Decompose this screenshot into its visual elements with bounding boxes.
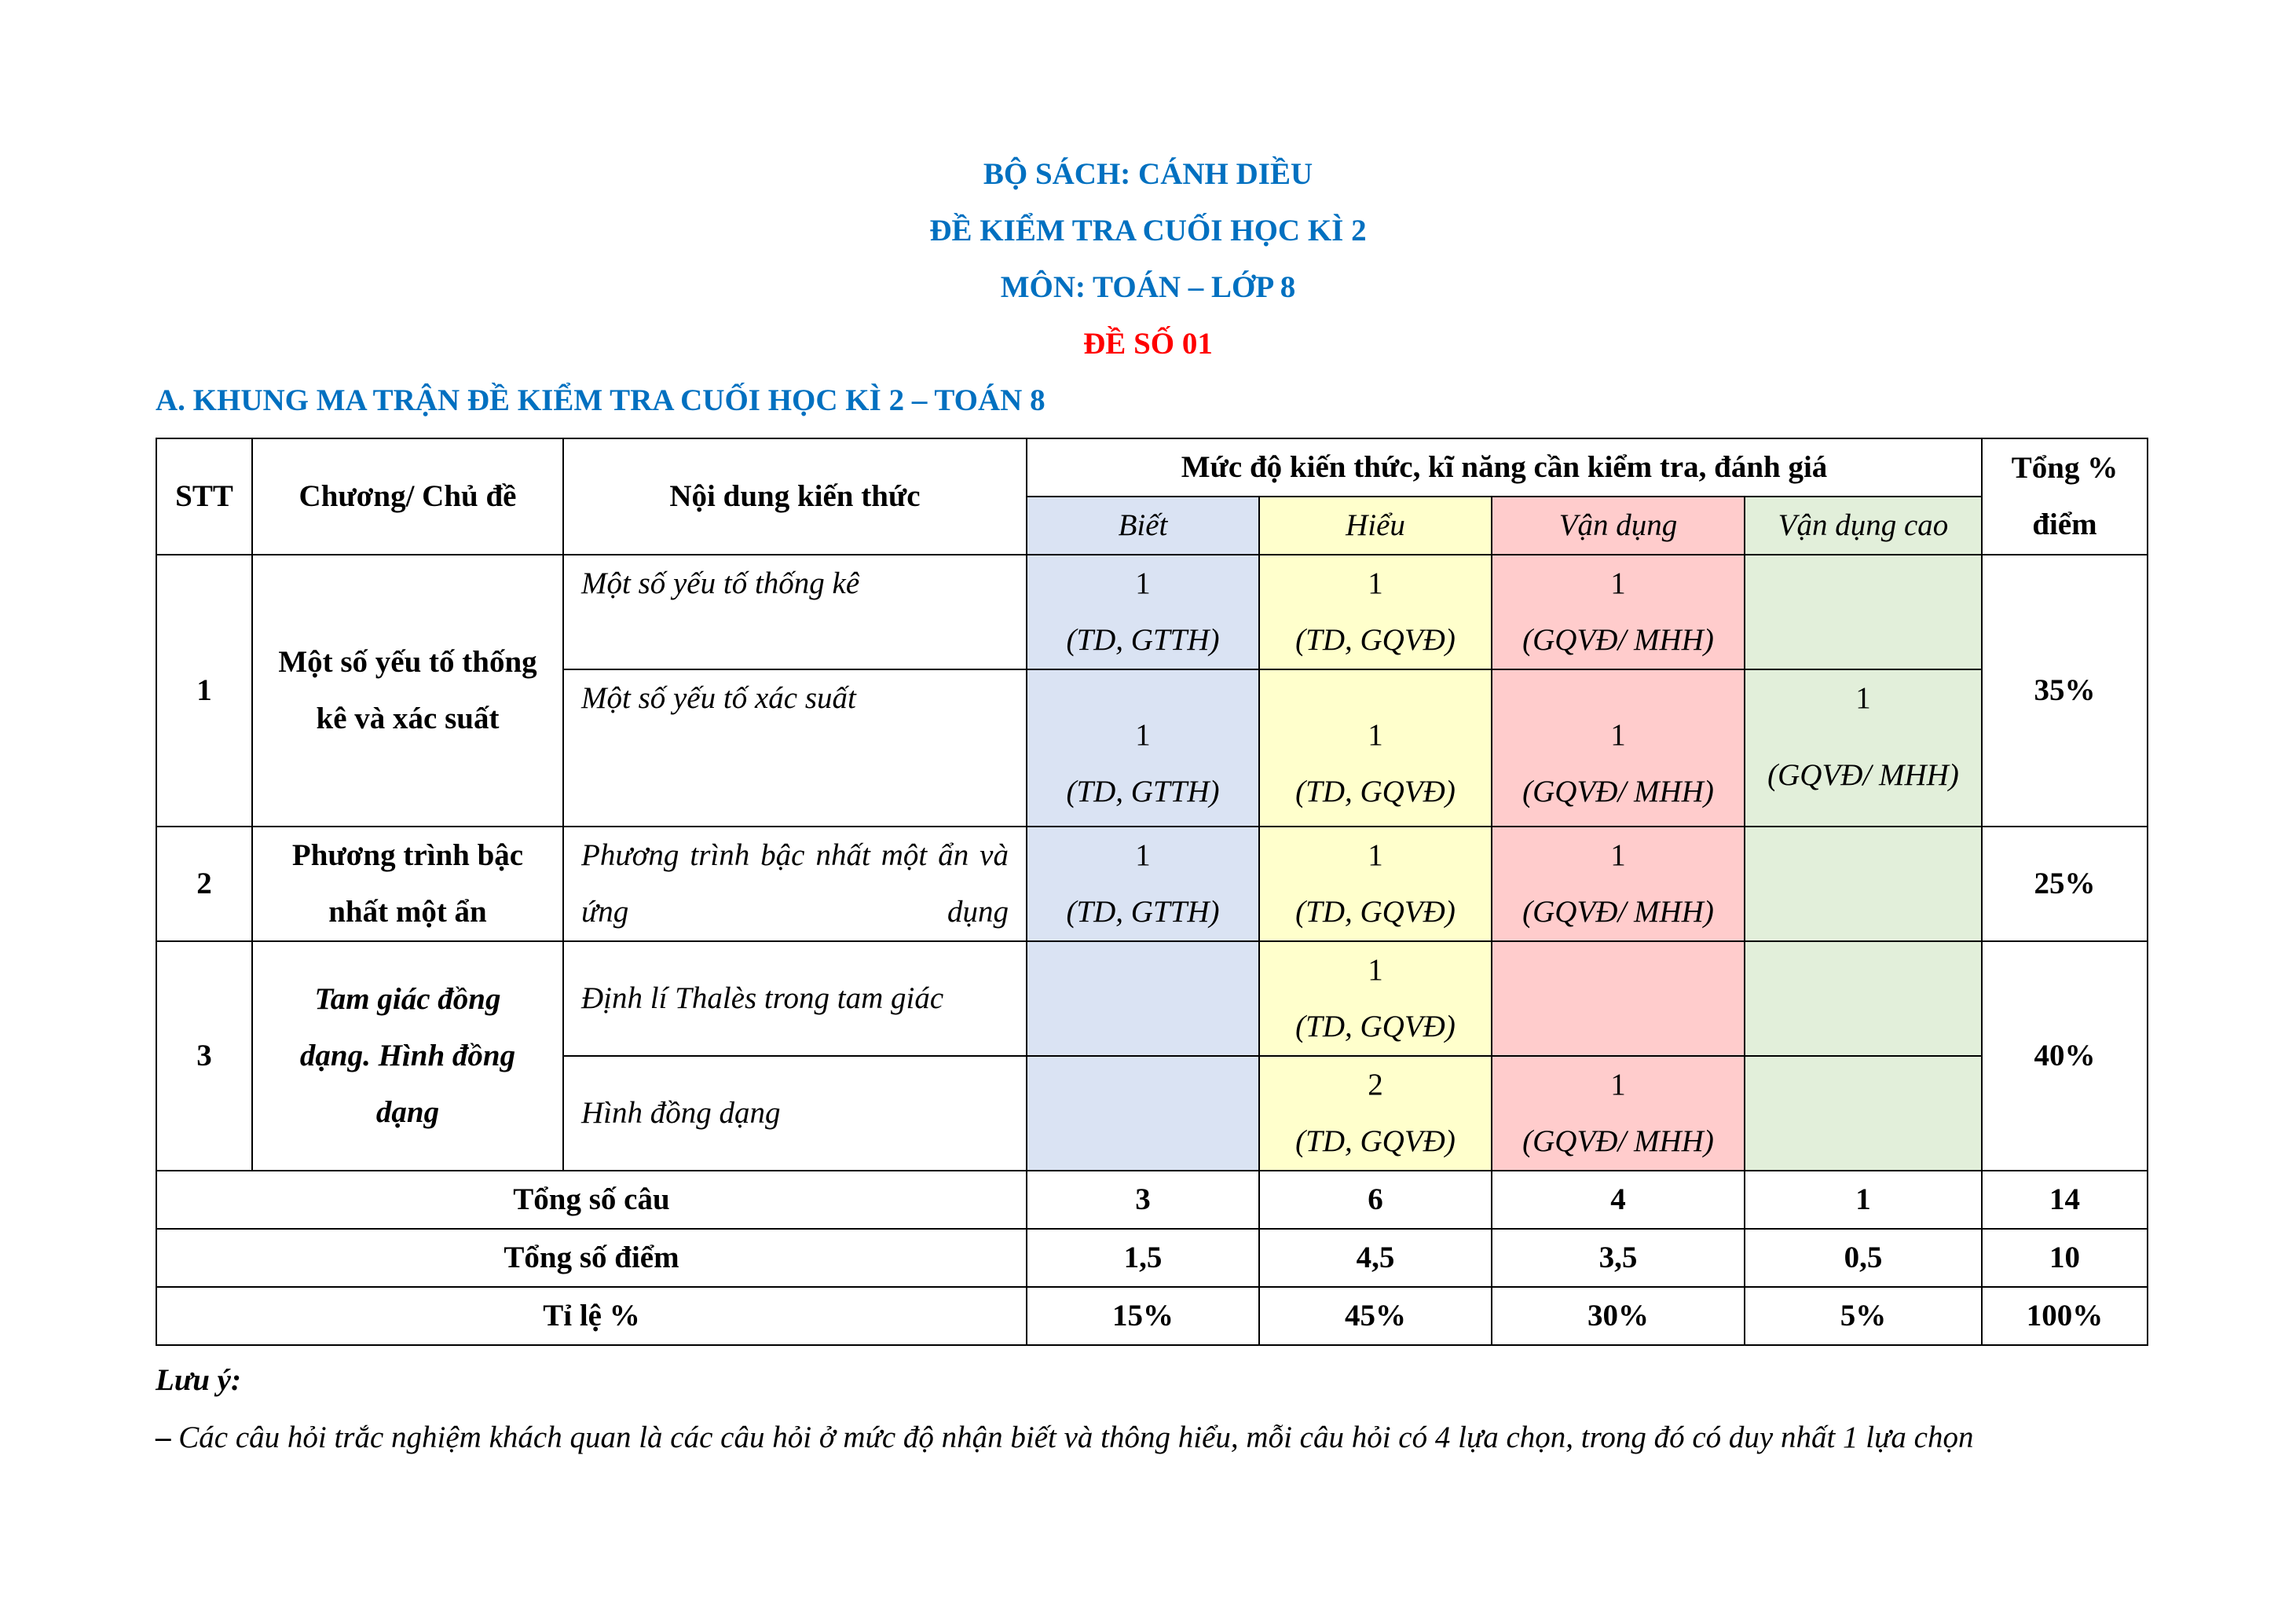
topic-cell: Một số yếu tố xác suất: [563, 669, 1027, 827]
van-dung-cell: [1492, 941, 1745, 1056]
summary-biet: 15%: [1027, 1287, 1259, 1345]
total-percent-cell: 35%: [1982, 555, 2148, 827]
summary-biet: 1,5: [1027, 1229, 1259, 1287]
note-heading: Lưu ý:: [156, 1363, 241, 1397]
hieu-cell: [1259, 555, 1492, 669]
summary-hieu: 4,5: [1259, 1229, 1492, 1287]
topic-cell: Định lí Thalès trong tam giác: [563, 941, 1027, 1056]
hieu-cell: [1259, 669, 1492, 827]
summary-row-percent: [156, 1287, 2148, 1345]
biet-cell: [1027, 1056, 1259, 1171]
competency-tag: (GQVĐ/ MHH): [1767, 758, 1959, 792]
table-row: [156, 941, 2148, 1056]
competency-tag: (TD, GTTH): [1066, 775, 1220, 808]
biet-cell: [1027, 669, 1259, 827]
competency-tag: (GQVĐ/ MHH): [1522, 895, 1714, 929]
question-count: 1: [1610, 838, 1626, 872]
total-percent-header: [1982, 438, 2148, 555]
total-header-line1: Tổng %: [2011, 451, 2118, 485]
exam-title: ĐỀ KIỂM TRA CUỐI HỌC KÌ 2: [929, 214, 1367, 247]
biet-header: Biết: [1027, 497, 1259, 555]
summary-van-dung-cao: 0,5: [1745, 1229, 1982, 1287]
van-dung-cao-cell: [1745, 669, 1982, 827]
competency-tag: (TD, GTTH): [1066, 895, 1220, 929]
topic-cell: Một số yếu tố thống kê: [563, 555, 1027, 669]
summary-van-dung: 3,5: [1492, 1229, 1745, 1287]
note-dash: –: [156, 1421, 171, 1454]
competency-tag: (TD, GTTH): [1066, 623, 1220, 657]
question-count: 1: [1368, 718, 1383, 752]
summary-van-dung-cao: 5%: [1745, 1287, 1982, 1345]
exam-number: ĐỀ SỐ 01: [1083, 327, 1213, 361]
summary-hieu: 45%: [1259, 1287, 1492, 1345]
van-dung-cao-cell: [1745, 555, 1982, 669]
hieu-cell: [1259, 941, 1492, 1056]
van-dung-cell: [1492, 1056, 1745, 1171]
competency-tag: (GQVĐ/ MHH): [1522, 623, 1714, 657]
question-count: 2: [1368, 1068, 1383, 1102]
question-count: 1: [1610, 1068, 1626, 1102]
book-series-title: BỘ SÁCH: CÁNH DIỀU: [983, 157, 1313, 191]
subject-title: MÔN: TOÁN – LỚP 8: [1000, 270, 1296, 304]
van-dung-cao-cell: [1745, 827, 1982, 941]
van-dung-cao-header: Vận dụng cao: [1745, 497, 1982, 555]
summary-van-dung: 4: [1492, 1171, 1745, 1229]
question-count: 1: [1368, 838, 1383, 872]
competency-tag: (TD, GQVĐ): [1295, 1010, 1456, 1043]
header-row-1: [156, 438, 2148, 497]
stt-cell: 1: [156, 555, 252, 827]
stt-cell: 2: [156, 827, 252, 941]
van-dung-cell: [1492, 827, 1745, 941]
competency-tag: (TD, GQVĐ): [1295, 1124, 1456, 1158]
question-count: 1: [1135, 566, 1151, 600]
question-count: 1: [1368, 953, 1383, 987]
competency-tag: (TD, GQVĐ): [1295, 623, 1456, 657]
competency-tag: (TD, GQVĐ): [1295, 895, 1456, 929]
table-row: [156, 827, 2148, 941]
table-row: [156, 555, 2148, 669]
hieu-header: Hiểu: [1259, 497, 1492, 555]
hieu-cell: [1259, 827, 1492, 941]
question-count: 1: [1610, 566, 1626, 600]
total-header-line2: điểm: [2032, 508, 2097, 541]
van-dung-cell: [1492, 555, 1745, 669]
summary-row-total-points: [156, 1229, 2148, 1287]
competency-tag: (TD, GQVĐ): [1295, 775, 1456, 808]
chapter-header: Chương/ Chủ đề: [252, 438, 563, 555]
summary-label: Tổng số câu: [156, 1171, 1027, 1229]
stt-cell: 3: [156, 941, 252, 1171]
van-dung-cao-cell: [1745, 941, 1982, 1056]
competency-tag: (GQVĐ/ MHH): [1522, 1124, 1714, 1158]
question-count: 1: [1855, 681, 1871, 715]
biet-cell: [1027, 827, 1259, 941]
content-header: Nội dung kiến thức: [563, 438, 1027, 555]
total-percent-cell: 25%: [1982, 827, 2148, 941]
hieu-cell: [1259, 1056, 1492, 1171]
question-count: 1: [1368, 566, 1383, 600]
section-title: A. KHUNG MA TRẬN ĐỀ KIỂM TRA CUỐI HỌC KÌ 2 – TOÁN 8: [156, 383, 1045, 417]
summary-row-total-questions: [156, 1171, 2148, 1229]
question-count: 1: [1610, 718, 1626, 752]
summary-biet: 3: [1027, 1171, 1259, 1229]
level-group-header: Mức độ kiến thức, kĩ năng cần kiểm tra, đánh giá: [1027, 438, 1982, 497]
chapter-cell: Phương trình bậc nhất một ẩn: [252, 827, 563, 941]
van-dung-cao-cell: [1745, 1056, 1982, 1171]
summary-total: 100%: [1982, 1287, 2148, 1345]
competency-tag: (GQVĐ/ MHH): [1522, 775, 1714, 808]
summary-label: Tổng số điểm: [156, 1229, 1027, 1287]
note-body: Các câu hỏi trắc nghiệm khách quan là các câu hỏi ở mức độ nhận biết và thông hiểu, mỗi câu hỏi có 4 lựa chọn, trong đó có duy nhất 1 lựa chọn: [170, 1421, 1974, 1454]
biet-cell: [1027, 941, 1259, 1056]
chapter-cell: Một số yếu tố thống kê và xác suất: [252, 555, 563, 827]
chapter-cell: Tam giác đồng dạng. Hình đồng dạng: [252, 941, 563, 1171]
van-dung-header: Vận dụng: [1492, 497, 1745, 555]
van-dung-cell: [1492, 669, 1745, 827]
question-count: 1: [1135, 838, 1151, 872]
topic-cell: Hình đồng dạng: [563, 1056, 1027, 1171]
summary-total: 14: [1982, 1171, 2148, 1229]
summary-label: Tỉ lệ %: [156, 1287, 1027, 1345]
exam-matrix-table: [156, 438, 2148, 1346]
summary-hieu: 6: [1259, 1171, 1492, 1229]
total-percent-cell: 40%: [1982, 941, 2148, 1171]
note-text: [156, 1418, 2151, 1457]
stt-header: STT: [156, 438, 252, 555]
topic-cell: Phương trình bậc nhất một ẩn và ứng dụng: [563, 827, 1027, 941]
summary-van-dung: 30%: [1492, 1287, 1745, 1345]
summary-total: 10: [1982, 1229, 2148, 1287]
question-count: 1: [1135, 718, 1151, 752]
summary-van-dung-cao: 1: [1745, 1171, 1982, 1229]
biet-cell: [1027, 555, 1259, 669]
